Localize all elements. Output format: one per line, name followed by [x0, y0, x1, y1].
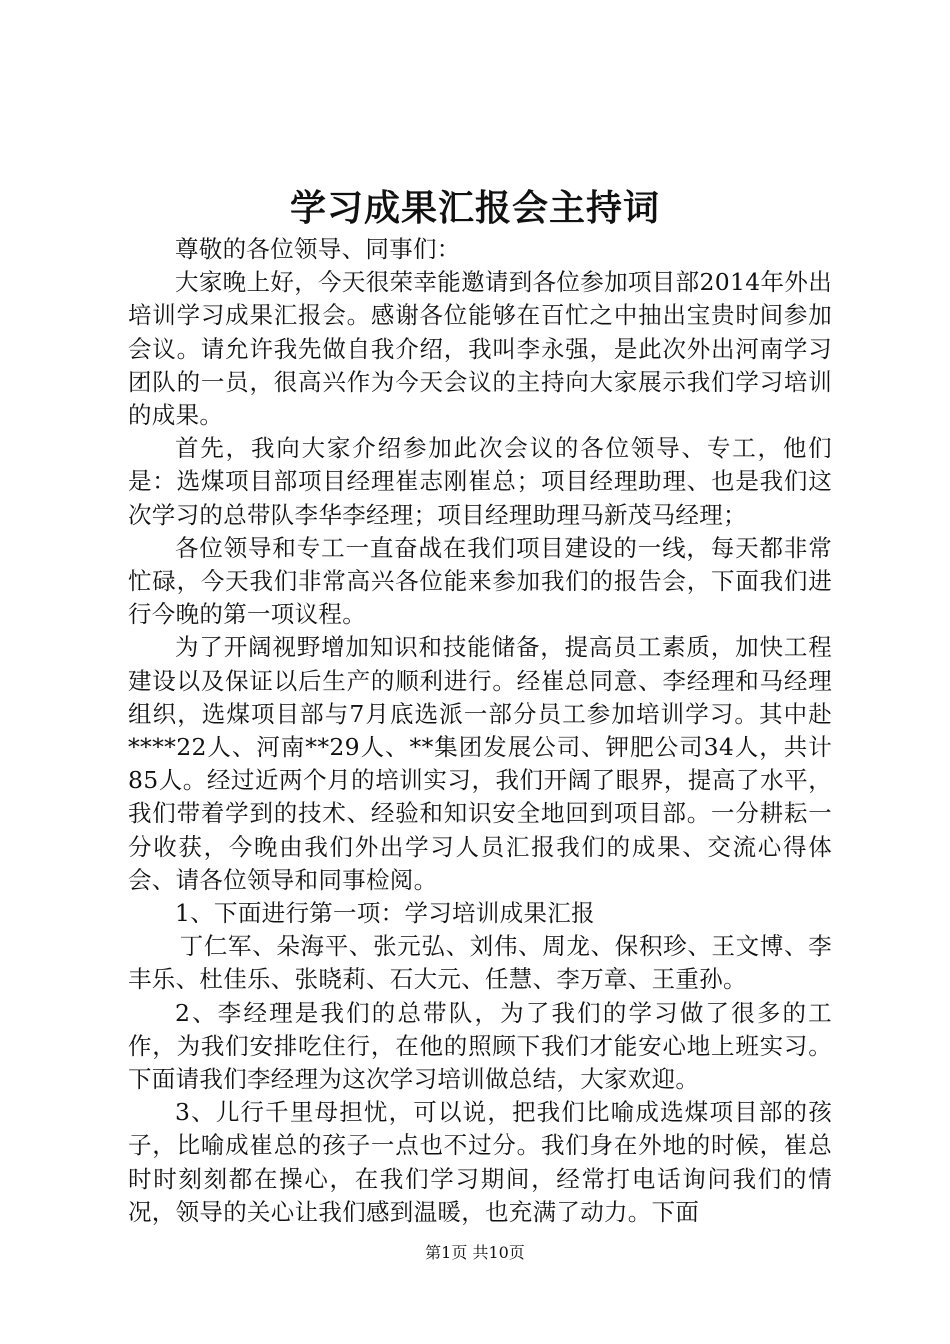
- page-number: 第1页 共10页: [425, 1243, 525, 1262]
- agenda-item-1: 1、下面进行第一项：学习培训成果汇报: [175, 899, 595, 928]
- presenter-names: 丁仁军、朵海平、张元弘、刘伟、周龙、保积珍、王文博、李丰乐、杜佳乐、张晓莉、石大元、任慧、李万章、王重孙。: [128, 932, 832, 994]
- introduction-paragraph: 首先，我向大家介绍参加此次会议的各位领导、专工，他们是：选煤项目部项目经理崔志刚崔总；项目经理助理、也是我们这次学习的总带队李华李经理；项目经理助理马新茂马经理；: [128, 434, 832, 529]
- agenda-item-2: 2、李经理是我们的总带队，为了我们的学习做了很多的工作，为我们安排吃住行，在他的照顾下我们才能安心地上班实习。下面请我们李经理为这次学习培训做总结，大家欢迎。: [128, 998, 832, 1094]
- document-body: [128, 233, 832, 1229]
- leaders-paragraph: 各位领导和专工一直奋战在我们项目建设的一线，每天都非常忙碌，今天我们非常高兴各位能来参加我们的报告会，下面我们进行今晚的第一项议程。: [128, 533, 832, 629]
- document-title: 学习成果汇报会主持词: [289, 188, 660, 229]
- salutation-paragraph: 尊敬的各位领导、同事们：: [175, 235, 461, 263]
- agenda-item-3: 3、儿行千里母担忧，可以说，把我们比喻成选煤项目部的孩子，比喻成崔总的孩子一点也不过分。我们身在外地的时候，崔总时时刻刻都在操心，在我们学习期间，经常打电话询问我们的情况，领导的关心让我们感到温暖，也充满了动力。下面: [128, 1098, 832, 1226]
- greeting-paragraph: 大家晚上好，今天很荣幸能邀请到各位参加项目部2014年外出培训学习成果汇报会。感谢各位能够在百忙之中抽出宝贵时间参加会议。请允许我先做自我介绍，我叫李永强，是此次外出河南学习团队的一员，很高兴作为今天会议的主持向大家展示我们学习培训的成果。: [128, 268, 832, 430]
- background-paragraph: 为了开阔视野增加知识和技能储备，提高员工素质，加快工程建设以及保证以后生产的顺利进行。经崔总同意、李经理和马经理组织，选煤项目部与7月底选派一部分员工参加培训学习。其中赴****22人、河南**29人、**集团发展公司、钾肥公司34人，共计85人。经过近两个月的培训实习，我们开阔了眼界，提高了水平，我们带着学到的技术、经验和知识安全地回到项目部。一分耕耘一分收获，今晚由我们外出学习人员汇报我们的成果、交流心得体会、请各位领导和同事检阅。: [128, 633, 832, 894]
